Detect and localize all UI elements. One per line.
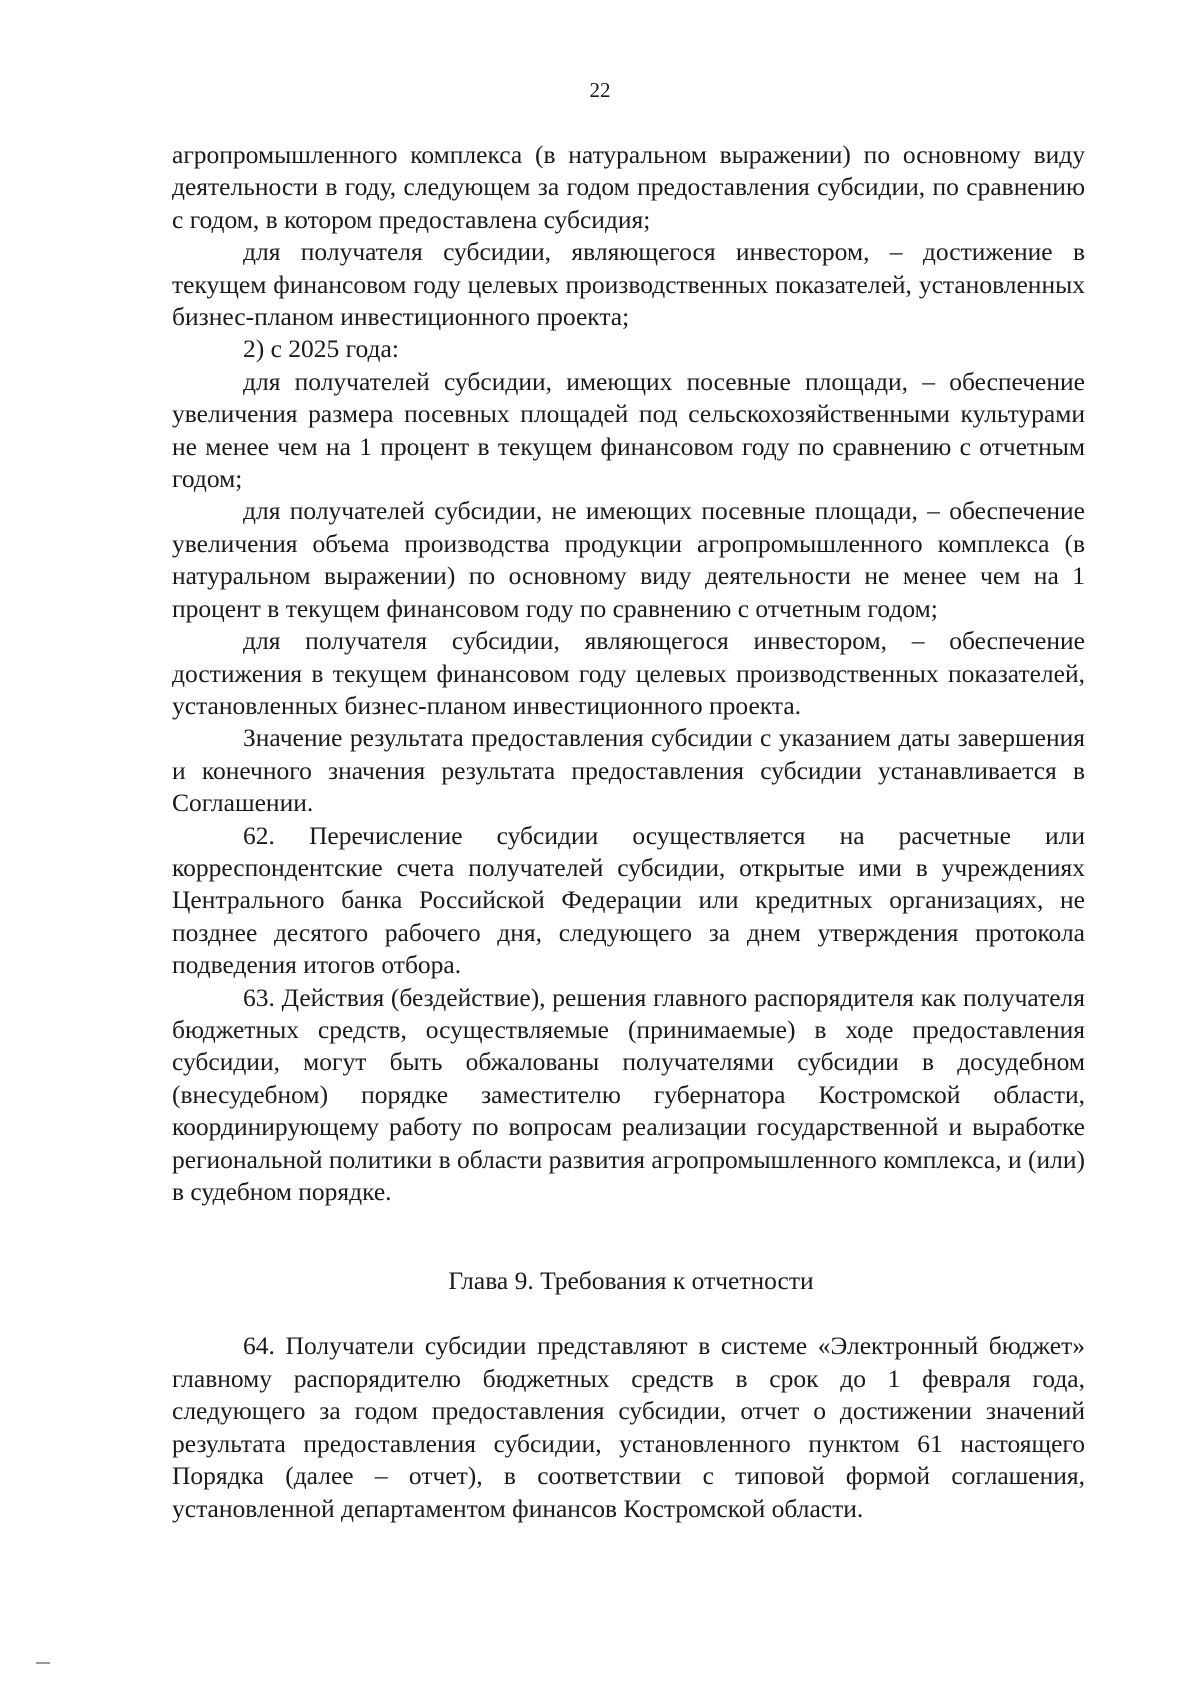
paragraph-result-value: Значение результата предоставления субсидии с указанием даты завершения и конечного значения результата предоставления субсидии устанавливается в Соглашении.: [172, 723, 1085, 818]
paragraph-no-sown-area: для получателей субсидии, не имеющих посевные площади, – обеспечение увеличения объема производства продукции агропромышленного комплекса (в натуральном выражении) по основному виду деятельности не менее чем на 1 процент в текущем финансовом году по сравнению с отчетным годом;: [172, 496, 1085, 623]
paragraph-continuation: агропромышленного комплекса (в натуральном выражении) по основному виду деятельности в году, следующем за годом предоставления субсидии, по сравнению с годом, в котором предоставлена субсидия;: [172, 140, 1085, 234]
chapter-body: [172, 1330, 1085, 1526]
document-body: [172, 139, 1085, 1208]
page-number: 22: [589, 78, 611, 102]
paragraph-sown-area: для получателей субсидии, имеющих посевные площади, – обеспечение увеличения размера посевных площадей под сельскохозяйственными культурами не менее чем на 1 процент в текущем финансовом году по сравнению с отчетным годом;: [172, 366, 1085, 494]
paragraph-investor-target-2025: для получателя субсидии, являющегося инвестором, – обеспечение достижения в текущем финансовом году целевых производственных показателей, установленных бизнес-планом инвестиционного проекта.: [172, 626, 1085, 720]
paragraph-clause-62: 62. Перечисление субсидии осуществляется на расчетные или корреспондентские счета получателей субсидии, открытые ими в учреждениях Центрального банка Российской Федерации или кредитных организациях, не позднее десятого рабочего дня, следующего за днем утверждения протокола подведения итогов отбора.: [172, 820, 1085, 980]
paragraph-investor-target-2024: для получателя субсидии, являющегося инвестором, – достижение в текущем финансовом году целевых производственных показателей, установленных бизнес-планом инвестиционного проекта;: [172, 237, 1085, 332]
scan-artifact: [36, 1662, 50, 1664]
chapter-heading: Глава 9. Требования к отчетности: [448, 1266, 814, 1295]
paragraph-clause-63: 63. Действия (бездействие), решения главного распорядителя как получателя бюджетных средств, осуществляемые (принимаемые) в ходе предоставления субсидии, могут быть обжалованы получателями субсидии в досудебном (внесудебном) порядке заместителю губернатора Костромской области, координирующему работу по вопросам реализации государственной и выработке региональной политики в области развития агропромышленного комплекса, и (или) в судебном порядке.: [172, 982, 1085, 1206]
paragraph-clause-64: 64. Получатели субсидии представляют в системе «Электронный бюджет» главному распорядителю бюджетных средств в срок до 1 февраля года, следующего за годом предоставления субсидии, отчет о достижении значений результата предоставления субсидии, установленного пунктом 61 настоящего Порядка (далее – отчет), в соответствии с типовой формой соглашения, установленной департаментом финансов Костромской области.: [172, 1331, 1085, 1523]
paragraph-from-2025: 2) с 2025 года:: [243, 334, 399, 364]
